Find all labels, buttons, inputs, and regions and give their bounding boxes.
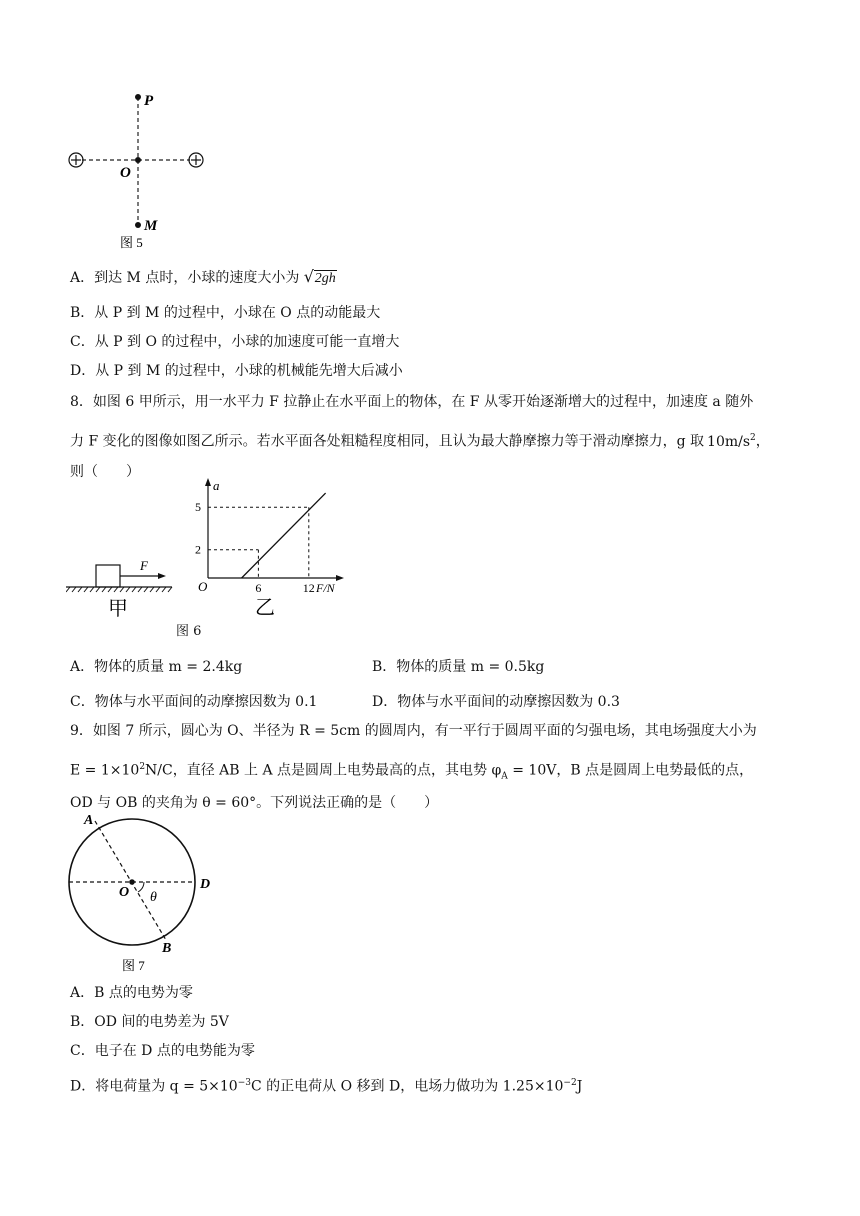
force-arrowhead [158,573,166,579]
center-point [129,879,135,885]
q9-option-d: D．将电荷量为 $q = 5\times 10^{-3}C$ 的正电荷从 O 移到 D，电场力做功为 $1.25\times 10^{-2}J$ [70,1078,583,1095]
label-p: P [144,93,154,109]
q8-option-a: A．物体的质量 m = 2.4kg [70,659,243,675]
y-axis-label: a [213,478,220,493]
q9-line2: $E = 1\times 10^2N/C$，直径 AB 上 A 点是圆周上电势最高的点，其电势 $\varphi_A = 10V$，B 点是圆周上电势最低的点， [70,762,754,782]
q8-line1: 8．如图 6 甲所示，用一水平力 F 拉静止在水平面上的物体，在 F 从零开始逐渐增大的过程中，加速度 a 随外 [70,394,754,410]
q7-option-c: C．从 P 到 O 的过程中，小球的加速度可能一直增大 [70,334,400,350]
q8-option-c: C．物体与水平面间的动摩擦因数为 0.1 [70,694,318,710]
figure-6-yi-graph [190,478,350,618]
x-axis-label: F/N [316,581,335,595]
q7-option-b: B．从 P 到 M 的过程中，小球在 O 点的动能最大 [70,305,381,321]
q8-line3: 则（ ） [70,464,140,480]
sqrt-formula: √ 2gh [303,267,336,286]
y-axis-arrowhead [205,478,211,486]
x-tick-label-12: 12 [302,581,315,595]
point-m [135,222,141,228]
point-p [135,94,141,100]
q9-line3: OD 与 OB 的夹角为 θ = 60°。下列说法正确的是（ ） [70,795,439,811]
theta-arc [138,882,144,892]
q9-option-c: C．电子在 D 点的电势能为零 [70,1043,255,1059]
q8-line2: 力 F 变化的图像如图乙所示。若水平面各处粗糙程度相同，且认为最大静摩擦力等于滑动摩擦力，g 取 $10m/s^2$， [70,433,770,450]
q8-option-b: B．物体的质量 m = 0.5kg [372,659,545,675]
ground-hatch [66,587,172,592]
series-line [242,493,326,578]
label-d: D [200,877,211,892]
label-o: O [119,885,130,900]
y-tick-label-5: 5 [195,500,201,515]
fig5-caption: 图 5 [120,235,143,250]
block [96,565,120,587]
positive-charge-left-icon [69,153,83,167]
fig7-caption: 图 7 [122,958,145,973]
q9-line1: 9．如图 7 所示，圆心为 O、半径为 R = 5cm 的圆周内，有一平行于圆周平面的匀强电场，其电场强度大小为 [70,723,757,739]
q7-option-a: A．到达 M 点时，小球的速度大小为 √ 2gh [70,268,337,289]
jia-label: 甲 [108,598,128,620]
label-a: A [84,813,94,828]
figure-6-jia [66,555,176,625]
positive-charge-right-icon [189,153,203,167]
x-axis-arrowhead [336,575,344,581]
label-theta: θ [150,890,157,905]
figure-5 [60,85,220,255]
yi-label: 乙 [255,597,275,618]
q9-option-a: A．B 点的电势为零 [70,985,193,1001]
label-b: B [162,941,172,956]
x-tick-label-6: 6 [255,581,262,595]
origin-label: O [198,579,208,594]
label-o: O [120,165,131,181]
figure-7 [62,808,232,978]
q9-option-b: B．OD 间的电势差为 5V [70,1014,229,1030]
force-label: F [140,558,148,573]
y-tick-label-2: 2 [195,542,201,557]
q8-option-d: D．物体与水平面间的动摩擦因数为 0.3 [372,694,620,710]
q7-option-d: D．从 P 到 M 的过程中，小球的机械能先增大后减小 [70,363,403,379]
point-o [135,157,141,163]
fig6-caption: 图 6 [176,624,202,639]
label-m: M [144,218,158,234]
